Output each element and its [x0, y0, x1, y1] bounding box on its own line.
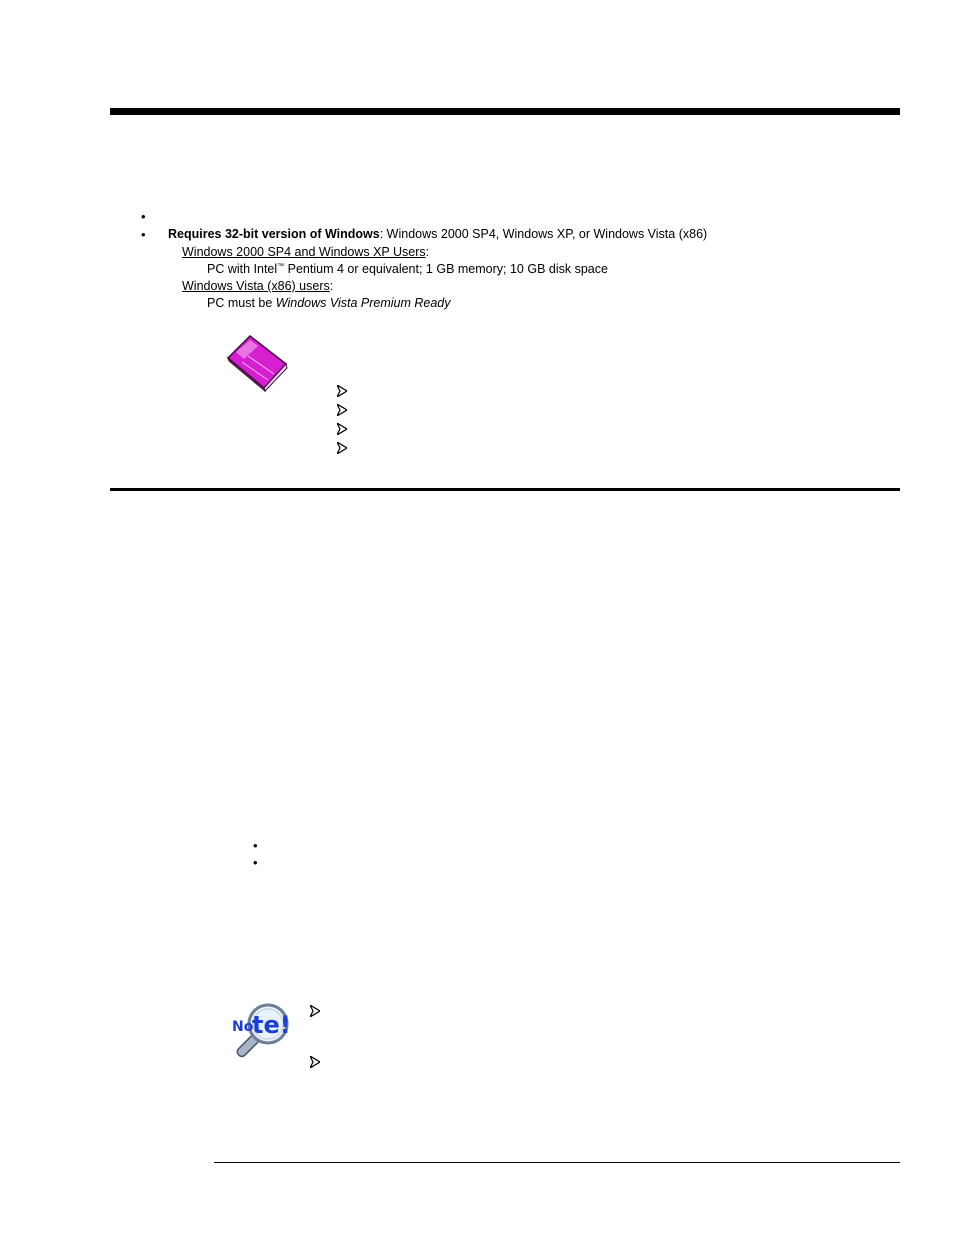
vista-heading: Windows Vista (x86) users	[182, 279, 330, 293]
reference-book-icon	[224, 332, 290, 392]
bullet-requirements: •	[141, 227, 146, 242]
bullet-empty: •	[141, 209, 146, 224]
vista-spec-line	[207, 295, 451, 311]
xp-heading-line	[182, 244, 429, 260]
xp-spec-a: PC with Intel	[207, 262, 278, 276]
vista-heading-line	[182, 278, 333, 294]
vista-heading-colon: :	[329, 279, 334, 293]
xp-heading: Windows 2000 SP4 and Windows XP Users	[182, 245, 426, 259]
trademark-mark: ™	[277, 263, 285, 270]
bullet-empty: •	[253, 838, 258, 853]
arrow-bullet-icon	[337, 404, 347, 416]
svg-text:te!: te!	[252, 1011, 291, 1039]
xp-spec-line	[207, 261, 608, 277]
svg-text:No: No	[232, 1019, 254, 1035]
vista-spec-a: PC must be	[207, 296, 276, 310]
requirement-line	[168, 226, 707, 242]
top-heavy-rule	[110, 108, 900, 115]
bullet-empty: •	[253, 855, 258, 870]
arrow-bullet-icon	[337, 442, 347, 454]
arrow-bullet-icon	[310, 1056, 320, 1068]
note-magnifier-icon	[230, 1000, 298, 1068]
requirement-bold: Requires 32-bit version of Windows	[168, 227, 380, 241]
arrow-bullet-icon	[337, 385, 347, 397]
section-divider-rule	[110, 488, 900, 491]
xp-spec-b: Pentium 4 or equivalent; 1 GB memory; 10 GB disk space	[284, 262, 608, 276]
vista-spec-b: Windows Vista Premium Ready	[275, 296, 451, 310]
arrow-bullet-icon	[337, 423, 347, 435]
footer-rule	[214, 1162, 900, 1163]
requirement-rest: : Windows 2000 SP4, Windows XP, or Windows Vista (x86)	[379, 227, 708, 241]
arrow-bullet-icon	[310, 1005, 320, 1017]
xp-heading-colon: :	[425, 245, 430, 259]
